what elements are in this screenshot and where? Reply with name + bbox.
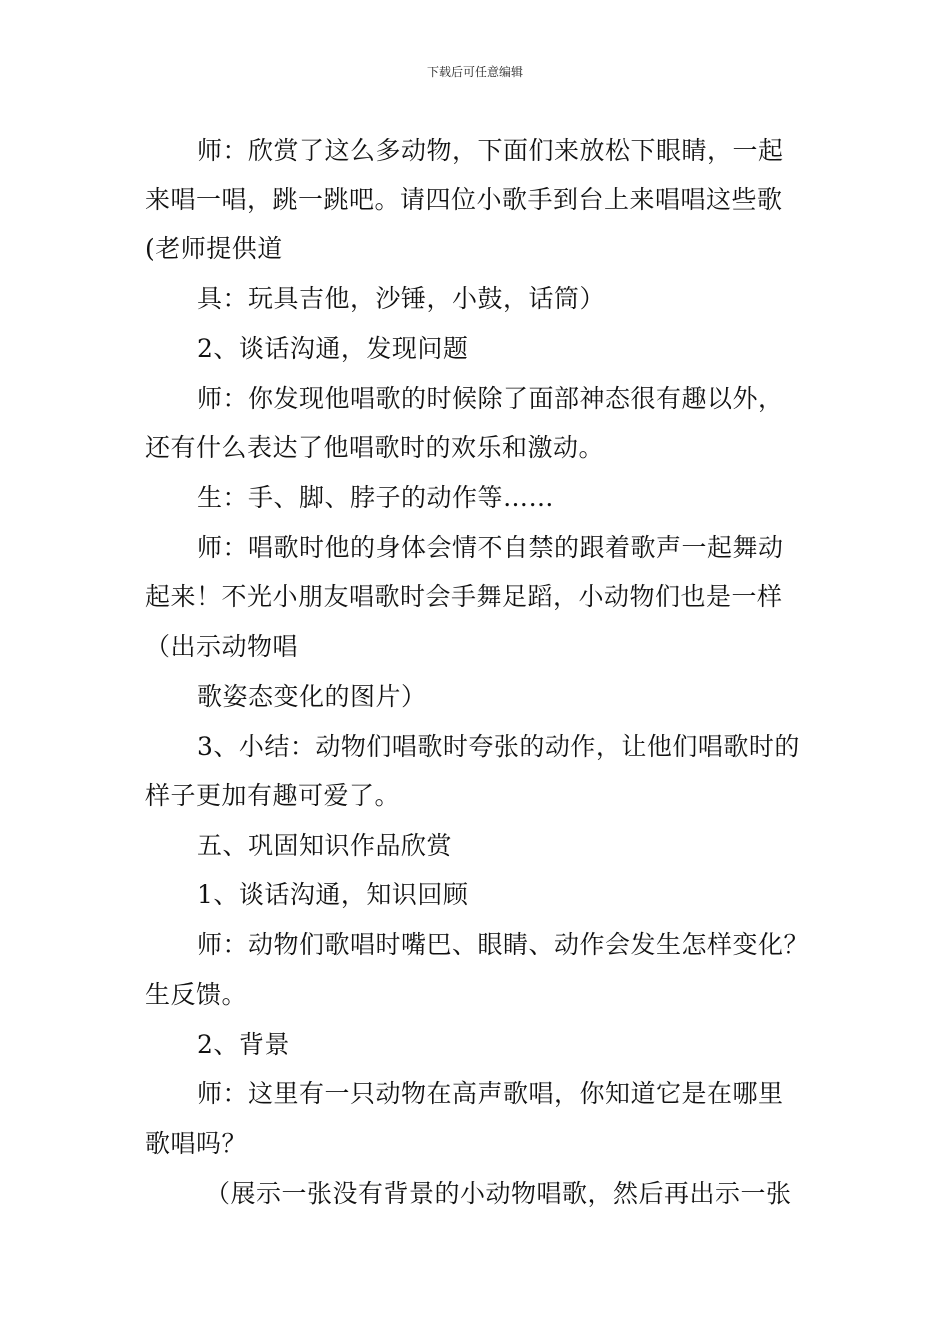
paragraph-line: 来唱一唱，跳一跳吧。请四位小歌手到台上来唱唱这些歌: [145, 185, 783, 214]
paragraph-line: 师：唱歌时他的身体会情不自禁的跟着歌声一起舞动: [197, 533, 784, 562]
paragraph-line: 歌唱吗？: [145, 1129, 248, 1158]
paragraph-line: 样子更加有趣可爱了。: [145, 781, 401, 810]
paragraph-line: （出示动物唱: [145, 632, 299, 661]
paragraph-line: 2、背景: [197, 1030, 290, 1059]
paragraph-line: 2、谈话沟通，发现问题: [197, 334, 469, 363]
paragraph-line: 3、小结：动物们唱歌时夸张的动作，让他们唱歌时的: [197, 732, 800, 761]
paragraph-line: 五、巩固知识作品欣赏: [197, 831, 453, 860]
paragraph-line: 师：欣赏了这么多动物，下面们来放松下眼睛，一起: [197, 136, 784, 165]
paragraph-line: 还有什么表达了他唱歌时的欢乐和激动。: [145, 433, 605, 462]
paragraph-line: 生：手、脚、脖子的动作等……: [197, 483, 555, 512]
paragraph-line: 1、谈话沟通，知识回顾: [197, 880, 469, 909]
paragraph-line: 具：玩具吉他，沙锤，小鼓，话筒）: [197, 284, 606, 313]
paragraph-line: (老师提供道: [145, 234, 283, 263]
paragraph-line: 生反馈。: [145, 980, 248, 1009]
paragraph-line: 歌姿态变化的图片）: [197, 682, 427, 711]
page-header: 下载后可任意编辑: [426, 65, 523, 79]
paragraph-line: 起来！不光小朋友唱歌时会手舞足蹈，小动物们也是一样: [145, 582, 783, 611]
paragraph-line: 师：你发现他唱歌的时候除了面部神态很有趣以外，: [197, 384, 784, 413]
paragraph-line: 师：这里有一只动物在高声歌唱，你知道它是在哪里: [197, 1079, 784, 1108]
paragraph-line: 师：动物们歌唱时嘴巴、眼睛、动作会发生怎样变化？: [197, 930, 810, 959]
paragraph-line: （展示一张没有背景的小动物唱歌，然后再出示一张: [205, 1179, 792, 1208]
